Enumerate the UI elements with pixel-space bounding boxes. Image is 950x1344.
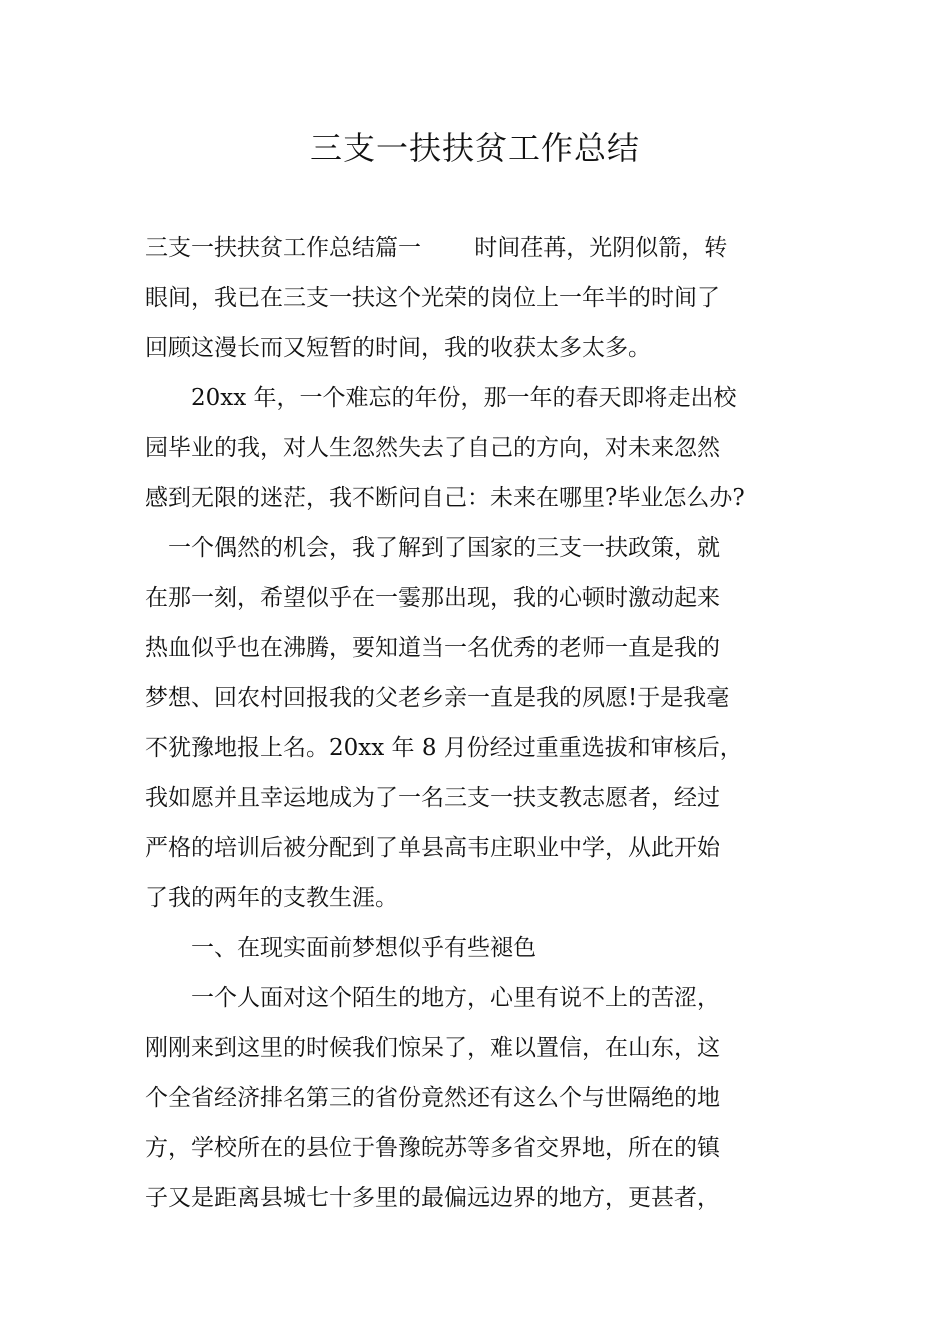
text-line-7: 一个偶然的机会，我了解到了国家的三支一扶政策，就	[145, 535, 720, 561]
text-line-12: 我如愿并且幸运地成为了一名三支一扶支教志愿者，经过	[145, 785, 720, 811]
text-line-11: 不犹豫地报上名。20xx 年 8 月份经过重重选拔和审核后，	[145, 735, 743, 761]
text-line-17: 刚刚来到这里的时候我们惊呆了，难以置信，在山东，这	[145, 1035, 720, 1061]
text-line-8: 在那一刻，希望似乎在一霎那出现，我的心顿时激动起来	[145, 585, 720, 611]
text-line-9: 热血似乎也在沸腾，要知道当一名优秀的老师一直是我的	[145, 635, 720, 661]
text-line-18: 个全省经济排名第三的省份竟然还有这么个与世隔绝的地	[145, 1085, 720, 1111]
text-line-5: 园毕业的我，对人生忽然失去了自己的方向，对未来忽然	[145, 435, 720, 461]
text-line-4: 20xx 年，一个难忘的年份，那一年的春天即将走出校	[145, 385, 737, 411]
text-line-6: 感到无限的迷茫，我不断问自己：未来在哪里?毕业怎么办?	[145, 485, 745, 511]
text-line-20: 子又是距离县城七十多里的最偏远边界的地方，更甚者，	[145, 1185, 720, 1211]
text-line-14: 了我的两年的支教生涯。	[145, 885, 398, 911]
text-line-19: 方，学校所在的县位于鲁豫皖苏等多省交界地，所在的镇	[145, 1135, 720, 1161]
text-line-13: 严格的培训后被分配到了单县高韦庄职业中学，从此开始	[145, 835, 720, 861]
text-line-16: 一个人面对这个陌生的地方，心里有说不上的苦涩，	[145, 985, 720, 1011]
text-line-1: 三支一扶扶贫工作总结篇一 时间荏苒，光阴似箭，转	[145, 235, 728, 261]
text-line-10: 梦想、回农村回报我的父老乡亲一直是我的夙愿!于是我毫	[145, 685, 730, 711]
document-title: 三支一扶扶贫工作总结	[309, 129, 640, 167]
section-heading: 一、在现实面前梦想似乎有些褪色	[145, 935, 536, 961]
text-line-3: 回顾这漫长而又短暂的时间，我的收获太多太多。	[145, 335, 651, 361]
text-line-2: 眼间，我已在三支一扶这个光荣的岗位上一年半的时间了	[145, 285, 720, 311]
